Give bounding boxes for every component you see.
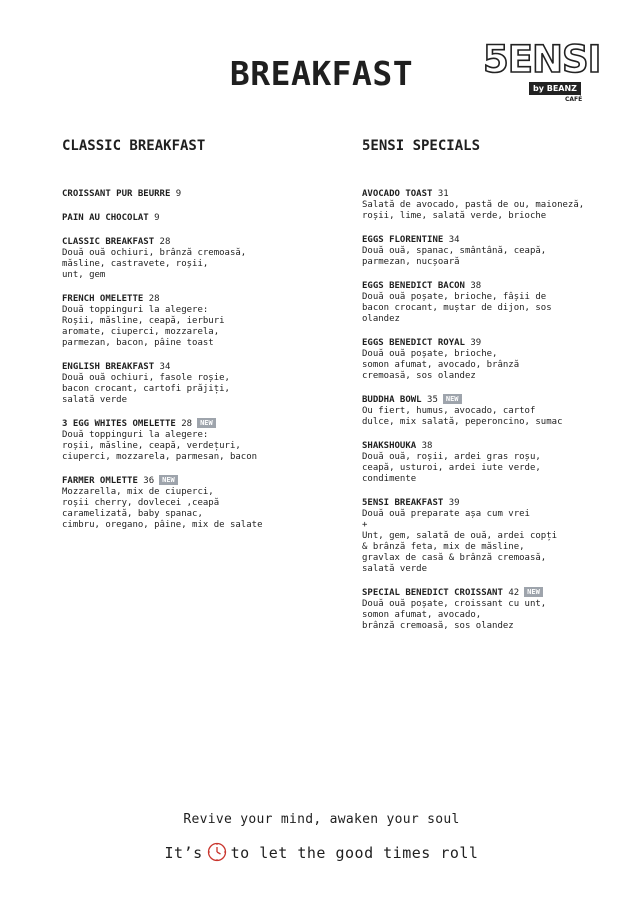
menu-item-price: 34 bbox=[448, 235, 460, 245]
menu-item-name: PAIN AU CHOCOLAT bbox=[62, 213, 149, 223]
brand-logo bbox=[481, 38, 601, 106]
classic-list bbox=[62, 188, 322, 531]
menu-item-name: SPECIAL BENEDICT CROISSANT bbox=[362, 588, 503, 598]
menu-item-header bbox=[62, 212, 322, 224]
menu-item-description: Două toppinguri la alegere: roșii, măsline, ceapă, verdețuri, ciuperci, mozzarela, parmesan, bacon bbox=[62, 430, 258, 462]
menu-item-price: 38 bbox=[470, 281, 482, 291]
menu-item bbox=[62, 236, 322, 281]
menu-item bbox=[362, 280, 612, 325]
menu-item-description: Două ouă poșate, brioche, fâșii de bacon crocant, muștar de dijon, sos olandez bbox=[362, 292, 552, 324]
menu-item-price: 42 bbox=[508, 588, 520, 598]
logo-mark: 5ENSI bbox=[483, 38, 601, 81]
new-badge: NEW bbox=[197, 418, 216, 428]
menu-item-name: ENGLISH BREAKFAST bbox=[62, 362, 155, 372]
menu-item-header bbox=[362, 280, 612, 292]
menu-item bbox=[362, 440, 612, 485]
menu-item-price: 38 bbox=[421, 441, 433, 451]
section-title-classic: CLASSIC BREAKFAST bbox=[62, 138, 206, 154]
classic-breakfast-column bbox=[62, 138, 322, 543]
clock-icon bbox=[207, 842, 227, 862]
menu-item-description: Două ouă poșate, brioche, somon afumat, avocado, brânză cremoasă, sos olandez bbox=[362, 349, 520, 381]
menu-item bbox=[62, 188, 322, 200]
section-title-specials: 5ENSI SPECIALS bbox=[362, 138, 481, 154]
menu-item-description: Două ouă, spanac, smântână, ceapă, parmezan, nucșoară bbox=[362, 246, 547, 267]
menu-item-price: 28 bbox=[148, 294, 160, 304]
menu-item-name: CLASSIC BREAKFAST bbox=[62, 237, 155, 247]
menu-item-description: Două ouă preparate așa cum vrei + Unt, gem, salată de ouă, ardei copți & brânză feta, mix de măsline, gravlax de casă & brânză cremoasă, salată verde bbox=[362, 509, 558, 574]
menu-item bbox=[362, 394, 612, 428]
menu-item-header bbox=[362, 440, 612, 452]
menu-item-price: 39 bbox=[448, 498, 460, 508]
menu-item-name: FRENCH OMELETTE bbox=[62, 294, 144, 304]
menu-item-price: 9 bbox=[175, 189, 182, 199]
new-badge: NEW bbox=[524, 587, 543, 597]
menu-item-description: Două toppinguri la alegere: Roșii, măsline, ceapă, ierburi aromate, ciuperci, mozzarela, parmezan, bacon, pâine toast bbox=[62, 305, 225, 348]
menu-item-header bbox=[62, 236, 322, 248]
menu-item bbox=[362, 497, 612, 575]
menu-item-header bbox=[362, 497, 612, 509]
tagline-part-1: It’s bbox=[164, 844, 203, 862]
menu-item bbox=[62, 361, 322, 406]
menu-item-price: 36 bbox=[143, 476, 155, 486]
menu-item-name: FARMER OMLETTE bbox=[62, 476, 138, 486]
menu-item-description: Mozzarella, mix de ciuperci, roșii cherry, dovlecei ,ceapă caramelizată, baby spanac, cimbru, oregano, pâine, mix de salate bbox=[62, 487, 263, 530]
menu-item bbox=[362, 337, 612, 382]
menu-item-header bbox=[62, 475, 322, 487]
logo-sub2: CAFÉ bbox=[565, 96, 583, 103]
menu-item-header bbox=[62, 188, 322, 200]
menu-item-name: CROISSANT PUR BEURRE bbox=[62, 189, 171, 199]
menu-item-name: 3 EGG WHITES OMELETTE bbox=[62, 419, 176, 429]
menu-item bbox=[362, 188, 612, 222]
menu-item-header bbox=[362, 394, 612, 406]
menu-item-header bbox=[62, 293, 322, 305]
page-title: BREAKFAST bbox=[229, 54, 414, 93]
menu-item-price: 9 bbox=[154, 213, 160, 223]
menu-item-header bbox=[62, 418, 322, 430]
menu-item bbox=[62, 293, 322, 349]
menu-item-price: 34 bbox=[159, 362, 171, 372]
menu-item-description: Salată de avocado, pastă de ou, maioneză, roșii, lime, salată verde, brioche bbox=[362, 200, 585, 221]
menu-item-price: 39 bbox=[470, 338, 482, 348]
menu-item-description: Ou fiert, humus, avocado, cartof dulce, mix salată, peperoncino, sumac bbox=[362, 406, 563, 427]
menu-item-name: AVOCADO TOAST bbox=[362, 189, 433, 199]
tagline: Revive your mind, awaken your soul bbox=[183, 812, 460, 827]
menu-item-description: Două ouă ochiuri, fasole roșie, bacon crocant, cartofi prăjiți, salată verde bbox=[62, 373, 230, 405]
specials-list bbox=[362, 188, 612, 632]
menu-item-header bbox=[362, 337, 612, 349]
menu-item bbox=[362, 234, 612, 268]
menu-item bbox=[62, 475, 322, 531]
menu-item bbox=[62, 418, 322, 463]
menu-item-price: 35 bbox=[427, 395, 438, 405]
menu-item bbox=[362, 587, 612, 632]
tagline-part-2: to let the good times roll bbox=[230, 844, 479, 862]
new-badge: NEW bbox=[443, 394, 462, 404]
menu-item-description: Două ouă ochiuri, brânză cremoasă, măsline, castravete, roșii, unt, gem bbox=[62, 248, 247, 280]
menu-item-header bbox=[362, 188, 612, 200]
menu-item-name: EGGS FLORENTINE bbox=[362, 235, 444, 245]
menu-item-header bbox=[362, 234, 612, 246]
menu-item-price: 28 bbox=[181, 419, 193, 429]
specials-column bbox=[362, 138, 612, 644]
menu-item bbox=[62, 212, 322, 224]
menu-item-description: Două ouă, roșii, ardei gras roșu, ceapă, usturoi, ardei iute verde, condimente bbox=[362, 452, 541, 484]
menu-item-name: EGGS BENEDICT ROYAL bbox=[362, 338, 465, 348]
menu-item-name: SHAKSHOUKA bbox=[362, 441, 417, 451]
logo-sub: by BEANZ bbox=[529, 82, 581, 95]
menu-item-description: Două ouă poșate, croissant cu unt, somon afumat, avocado, brânză cremoasă, sos olandez bbox=[362, 599, 547, 631]
menu-item-price: 31 bbox=[437, 189, 449, 199]
menu-item-header bbox=[62, 361, 322, 373]
menu-item-price: 28 bbox=[159, 237, 171, 247]
tagline-clock-line bbox=[0, 842, 643, 862]
menu-item-header bbox=[362, 587, 612, 599]
menu-item-name: EGGS BENEDICT BACON bbox=[362, 281, 465, 291]
menu-item-name: BUDDHA BOWL bbox=[362, 395, 422, 405]
menu-item-name: 5ENSI BREAKFAST bbox=[362, 498, 444, 508]
new-badge: NEW bbox=[159, 475, 178, 485]
